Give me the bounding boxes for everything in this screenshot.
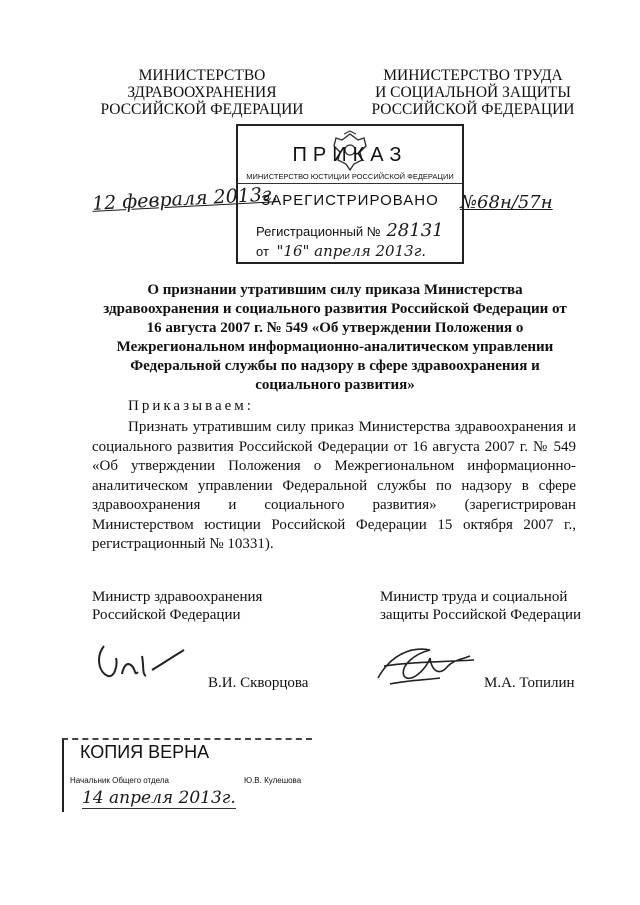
stamp-date-prefix: от (256, 244, 269, 259)
document-title: О признании утратившим силу приказа Министерства здравоохранения и социального развития Российской Федерации от 16 августа 2007 г. № 549 «Об утверждении Положения о Межрегиональном информационно-аналитическом управлении Федеральной службы по надзору в сфере здравоохранения и социального развития» (103, 282, 567, 393)
left-signatory-position (92, 588, 262, 624)
left-ministry-line-3: РОССИЙСКОЙ ФЕДЕРАЦИИ (100, 101, 304, 118)
order-date-handwritten: 12 февраля 2013г. (91, 183, 279, 215)
stamp-registration-row (256, 220, 444, 241)
right-ministry-line-3: РОССИЙСКОЙ ФЕДЕРАЦИИ (371, 101, 575, 118)
copy-stamp-date: 14 апреля 2013г. (82, 788, 236, 808)
copy-verification-stamp (62, 738, 312, 812)
stamp-reg-label: Регистрационный № (256, 224, 381, 239)
left-position-line-2: Российской Федерации (92, 607, 241, 623)
order-body-text: Признать утратившим силу приказ Министерства здравоохранения и социального развития Российской Федерации от 16 августа 2007 г. № 549 «Об утверждении Положения о Межрегиональном информационно-аналитическом управлении Федеральной службы по надзору в сфере здравоохранения и социального развития» (зарегистрирован Министерством юстиции Российской Федерации 15 октября 2007 г., регистрационный № 10331). (92, 419, 576, 552)
right-signatory-position (380, 588, 581, 624)
registration-stamp (236, 124, 464, 264)
right-ministry-line-2: И СОЦИАЛЬНОЙ ЗАЩИТЫ (375, 84, 571, 101)
copy-stamp-position: Начальник Общего отдела (70, 776, 169, 785)
left-signatory-name: В.И. Скворцова (208, 675, 309, 691)
right-position-line-1: Министр труда и социальной (380, 589, 568, 605)
order-word: Приказываем: (128, 398, 254, 414)
right-ministry-header (358, 67, 588, 118)
copy-stamp-title: КОПИЯ ВЕРНА (80, 742, 210, 762)
stamp-reg-number: 28131 (386, 220, 444, 241)
right-position-line-2: защиты Российской Федерации (380, 607, 582, 623)
stamp-status: ЗАРЕГИСТРИРОВАНО (261, 192, 439, 209)
stamp-ministry: МИНИСТЕРСТВО ЮСТИЦИИ РОССИЙСКОЙ ФЕДЕРАЦИИ (238, 172, 462, 184)
left-ministry-header (92, 67, 312, 118)
stamp-date-row (256, 242, 426, 260)
left-ministry-line-2: ЗДРАВООХРАНЕНИЯ (127, 84, 277, 101)
stamp-title: ПРИКАЗ (292, 144, 408, 166)
order-number-handwritten: №68н/57н (460, 192, 553, 213)
left-handwritten-signature (92, 636, 202, 686)
left-ministry-line-1: МИНИСТЕРСТВО (138, 67, 266, 84)
stamp-date-value: "16" апреля 2013г. (276, 242, 427, 260)
left-position-line-1: Министр здравоохранения (92, 589, 263, 605)
copy-stamp-name: Ю.В. Кулешова (244, 776, 302, 785)
right-signatory-name: М.А. Топилин (484, 675, 575, 691)
right-ministry-line-1: МИНИСТЕРСТВО ТРУДА (383, 67, 563, 84)
right-handwritten-signature (370, 636, 480, 692)
